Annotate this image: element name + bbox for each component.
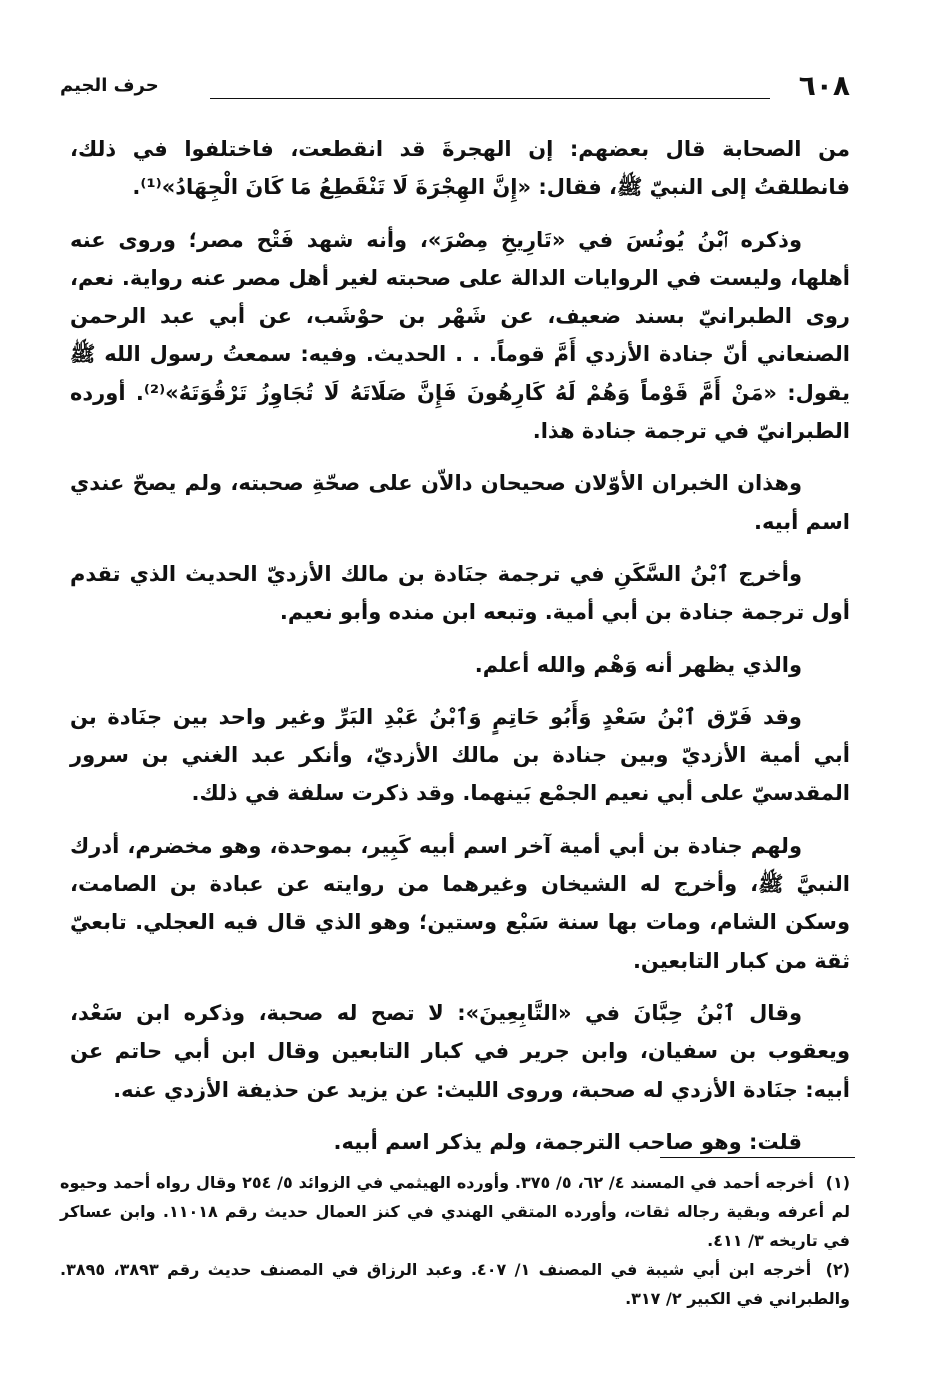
paragraph: والذي يظهر أنه وَهْم والله أعلم. bbox=[474, 652, 802, 677]
paragraph: وذكره ٱبْنُ يُونُسَ في «تَارِيخِ مِصْرَ»، وأنه شهد فَتْح مصر؛ وروى عنه أهلها، وليست في الروايات الدالة على صحبته لغير أهل مصر عنه رواية. نعم، روى الطبرانيّ بسند ضعيف، عن شَهْر بن حوْشَب، عن أبي عبد الرحمن الصنعاني أنّ جنادة الأزدي أَمَّ قوماً. . . الحديث. وفيه: سمعتُ رسول الله ﷺ يقول: «مَنْ أَمَّ قَوْماً وَهُمْ لَهُ كَارِهُونَ فَإِنَّ صَلَاتَهُ لَا تُجَاوِزُ تَرْقُوَتَهُ»⁽²⁾. أورده الطبرانيّ في ترجمة جنادة هذا. bbox=[70, 227, 851, 444]
footnote-text: أخرجه ابن أبي شيبة في المصنف ١/ ٤٠٧. وعبد الرزاق في المصنف حديث رقم ٣٨٩٣، ٣٨٩٥. والطبراني في الكبير ٢/ ٣١٧. bbox=[60, 1260, 850, 1308]
footnote-text: أخرجه أحمد في المسند ٤/ ٦٢، ٥/ ٣٧٥. وأورده الهيثمي في الزوائد ٥/ ٢٥٤ وقال رواه أحمد وحيوه لم أعرفه وبقية رجاله ثقات، وأورده المتقي الهندي في كنز العمال حديث رقم ١١٠١٨. وابن عساكر في تاريخه ٣/ ٤١١. bbox=[60, 1173, 850, 1250]
footnotes bbox=[60, 1168, 850, 1313]
page-header bbox=[60, 68, 850, 108]
footnote-separator bbox=[660, 1157, 855, 1158]
paragraph: قلت: وهو صاحب الترجمة، ولم يذكر اسم أبيه. bbox=[333, 1129, 802, 1154]
header-rule bbox=[210, 98, 770, 99]
paragraph: وقال ٱبْنُ حِبَّانَ في «التَّابِعِينَ»: لا تصح له صحبة، وذكره ابن سَعْد، ويعقوب بن سفيان، وابن جرير في كبار التابعين وقال ابن أبي حاتم عن أبيه: جنَادة الأزدي له صحبة، وروى الليث: عن يزيد عن حذيفة الأزدي عنه. bbox=[70, 1000, 850, 1102]
footnote bbox=[60, 1255, 850, 1313]
paragraph: ولهم جنادة بن أبي أمية آخر اسم أبيه كَبِير، بموحدة، وهو مخضرم، أدرك النبيَّ ﷺ، وأخرج له الشيخان وغيرهما من روايته عن عبادة بن الصامت، وسكن الشام، ومات بها سنة سَبْع وستين؛ وهو الذي قال فيه العجلي. تابعيّ ثقة من كبار التابعين. bbox=[70, 833, 850, 973]
paragraph: وهذان الخبران الأوّلان صحيحان دالاّن على صحّةِ صحبته، ولم يصحّ عندي اسم أبيه. bbox=[70, 471, 850, 534]
footnote-number: (١) bbox=[825, 1173, 851, 1192]
paragraph: وقد فَرّق ٱبْنُ سَعْدٍ وَأَبُو حَاتِمٍ وَٱبْنُ عَبْدِ البَرِّ وغير واحد بين جنَادة بن أبي أمية الأزديّ وبين جنادة بن مالك الأزديّ، وأنكر عبد الغني بن سرور المقدسيّ على أبي نعيم الجمْع بَينهما. وقد ذكرت سلفة في ذلك. bbox=[70, 704, 850, 806]
page-number: ٦٠٨ bbox=[798, 69, 850, 102]
footnote bbox=[60, 1168, 850, 1255]
footnote-number: (٢) bbox=[825, 1260, 851, 1279]
paragraph: من الصحابة قال بعضهم: إن الهجرةَ قد انقطعت، فاختلفوا في ذلك، فانطلقتُ إلى النبيّ ﷺ، فقال: «إِنَّ الهِجْرَةَ لَا تَنْقَطِعُ مَا كَانَ الْجِهَادُ»⁽¹⁾. bbox=[70, 137, 850, 200]
paragraph: وأخرج ٱبْنُ السَّكَنِ في ترجمة جنَادة بن مالك الأزديّ الحديث الذي تقدم أول ترجمة جنادة بن أبي أمية. وتبعه ابن منده وأبو نعيم. bbox=[70, 561, 850, 625]
chapter-title: حرف الجيم bbox=[60, 75, 159, 96]
main-text bbox=[70, 130, 850, 1175]
